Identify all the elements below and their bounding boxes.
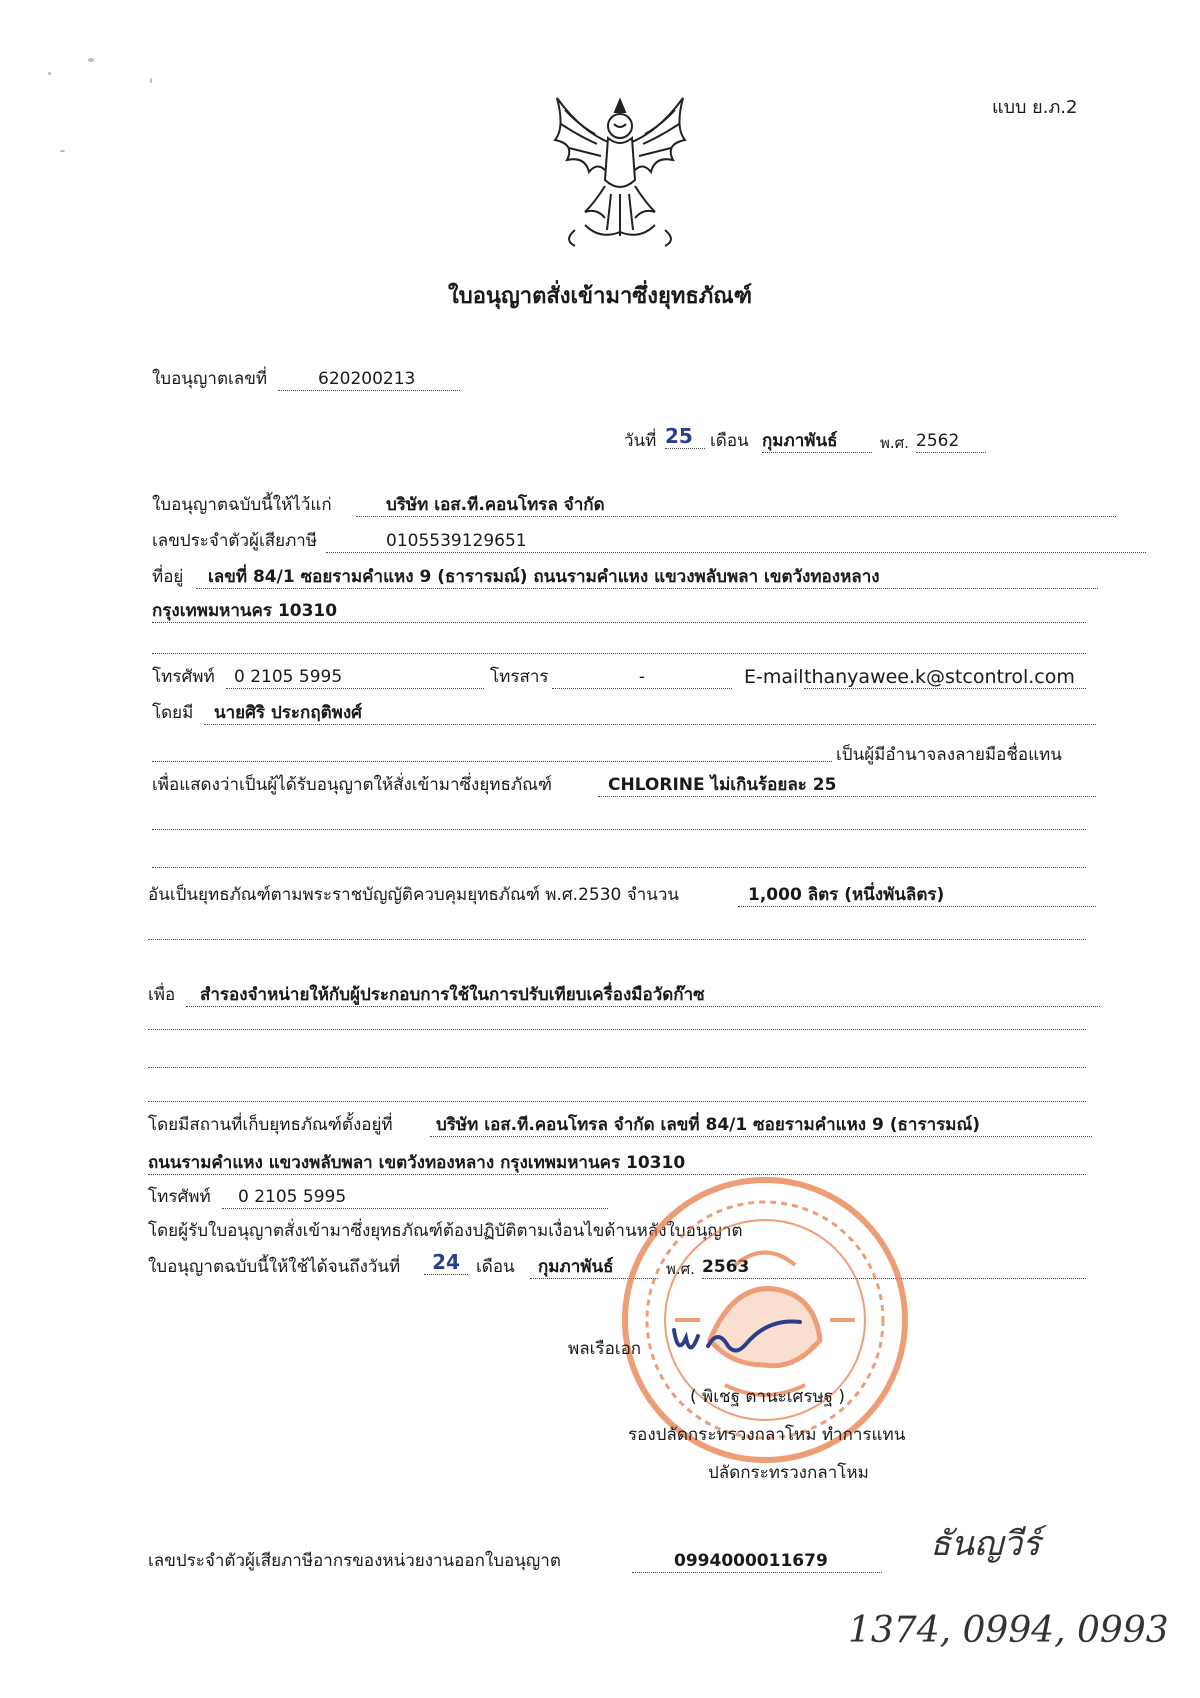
email-value: thanyawee.k@stcontrol.com: [804, 666, 1086, 689]
valid-until-year: 2563: [702, 1256, 1086, 1279]
signature-mark: [668, 1308, 808, 1368]
handwritten-initials: ธันญวีร์: [930, 1524, 1041, 1564]
license-no-label: ใบอนุญาตเลขที่: [152, 369, 268, 389]
valid-until-label: ใบอนุญาตฉบับนี้ให้ใช้ได้จนถึงวันที่: [148, 1257, 401, 1277]
scan-speck: [60, 150, 65, 152]
fax-value: -: [552, 666, 732, 689]
storage-phone-label: โทรศัพท์: [148, 1187, 211, 1207]
signatory-rank: พลเรือเอก: [568, 1339, 642, 1359]
quantity-value: 1,000 ลิตร (หนึ่งพันลิตร): [738, 884, 1096, 907]
representative-role: เป็นผู้มีอำนาจลงลายมือชื่อแทน: [836, 745, 1062, 765]
storage-phone-value: 0 2105 5995: [222, 1186, 608, 1209]
address-line1: เลขที่ 84/1 ซอยรามคำแหง 9 (ธารารมณ์) ถนนรามคำแหง แขวงพลับพลา เขตวังทองหลาง: [196, 566, 1098, 589]
license-no-value: 620200213: [278, 368, 460, 391]
tax-id-label: เลขประจำตัวผู้เสียภาษี: [152, 531, 318, 551]
scan-speck: [48, 72, 51, 75]
grantee-label: ใบอนุญาตฉบับนี้ให้ไว้แก่: [152, 495, 332, 515]
quantity-label: อันเป็นยุทธภัณฑ์ตามพระราชบัญญัติควบคุมยุทธภัณฑ์ พ.ศ.2530 จำนวน: [148, 885, 680, 905]
signatory-name: ( พิเชฐ ตานะเศรษฐ ): [690, 1387, 846, 1407]
fax-label: โทรสาร: [490, 667, 549, 687]
issue-day-label: วันที่: [624, 431, 657, 451]
blank-line: [152, 828, 1086, 830]
representative-label: โดยมี: [152, 703, 194, 723]
scan-speck: [88, 58, 94, 62]
scan-speck: [150, 78, 152, 83]
handwritten-numbers: 1374, 0994, 0993: [848, 1610, 1169, 1651]
phone-label: โทรศัพท์: [152, 667, 215, 687]
address-label: ที่อยู่: [152, 567, 184, 587]
signatory-position2: ปลัดกระทรวงกลาโหม: [708, 1463, 869, 1483]
blank-line: [152, 652, 1086, 654]
valid-until-year-label: พ.ศ.: [666, 1260, 695, 1278]
conditions-text: โดยผู้รับใบอนุญาตสั่งเข้ามาซึ่งยุทธภัณฑ์ต้องปฏิบัติตามเงื่อนไขด้านหลังใบอนุญาต: [148, 1221, 743, 1241]
issue-year: 2562: [916, 430, 986, 453]
address-line2: กรุงเทพมหานคร 10310: [152, 600, 1086, 623]
blank-line: [148, 1100, 1086, 1102]
tax-id-value: 0105539129651: [326, 530, 1146, 553]
import-item-value: CHLORINE ไม่เกินร้อยละ 25: [598, 774, 1096, 797]
blank-line: [148, 1028, 1086, 1030]
blank-line: [152, 866, 1086, 868]
valid-until-month-label: เดือน: [476, 1257, 515, 1277]
storage-line1: บริษัท เอส.ที.คอนโทรล จำกัด เลขที่ 84/1 ซอยรามคำแหง 9 (ธารารมณ์): [430, 1114, 1092, 1137]
import-purpose-label: เพื่อแสดงว่าเป็นผู้ได้รับอนุญาตให้สั่งเข้ามาซึ่งยุทธภัณฑ์: [152, 775, 552, 795]
phone-value: 0 2105 5995: [226, 666, 484, 689]
issuer-tax-value: 0994000011679: [632, 1550, 882, 1573]
blank-line: [148, 1066, 1086, 1068]
issue-day: 25: [665, 424, 705, 449]
signatory-position1: รองปลัดกระทรวงกลาโหม ทำการแทน: [628, 1425, 906, 1445]
issue-month-label: เดือน: [710, 431, 749, 451]
storage-label: โดยมีสถานที่เก็บยุทธภัณฑ์ตั้งอยู่ที่: [148, 1115, 393, 1135]
use-value: สำรองจำหน่ายให้กับผู้ประกอบการใช้ในการปรับเทียบเครื่องมือวัดก๊าซ: [186, 984, 1100, 1007]
valid-until-day: 24: [424, 1250, 468, 1275]
email-label: E-mail: [744, 666, 804, 688]
valid-until-month: กุมภาพันธ์: [530, 1256, 658, 1279]
document-title: ใบอนุญาตสั่งเข้ามาซึ่งยุทธภัณฑ์: [448, 284, 752, 309]
form-code: แบบ ย.ภ.2: [992, 97, 1078, 118]
issuer-tax-label: เลขประจำตัวผู้เสียภาษีอากรของหน่วยงานออกใบอนุญาต: [148, 1551, 561, 1571]
use-label: เพื่อ: [148, 985, 176, 1005]
storage-line2: ถนนรามคำแหง แขวงพลับพลา เขตวังทองหลาง กรุงเทพมหานคร 10310: [148, 1152, 1086, 1175]
blank-line: [152, 760, 832, 762]
issue-year-label: พ.ศ.: [880, 434, 909, 452]
grantee-value: บริษัท เอส.ที.คอนโทรล จำกัด: [356, 494, 1116, 517]
garuda-emblem-icon: [545, 90, 695, 250]
blank-line: [148, 938, 1086, 940]
issue-month: กุมภาพันธ์: [762, 430, 872, 453]
representative-name: นายศิริ ประกฤติพงศ์: [204, 702, 1096, 725]
